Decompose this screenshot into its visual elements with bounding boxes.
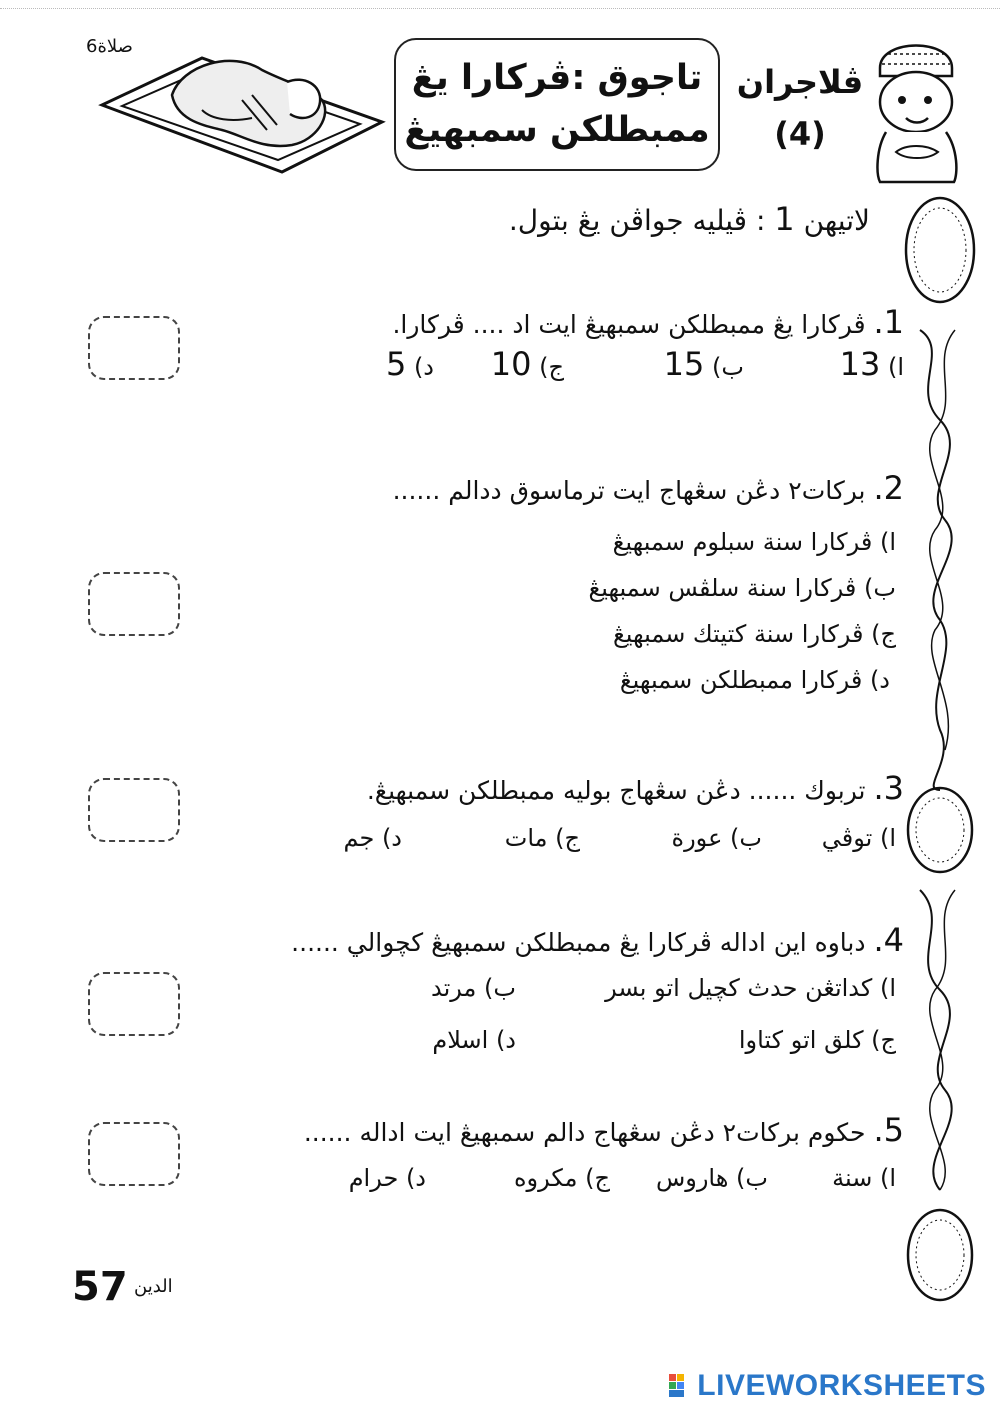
corner-label: صلاة6: [86, 36, 133, 57]
title-line-1: تاجوق :ڤركارا يڠ: [411, 58, 703, 98]
option-a: ا) سنة: [832, 1164, 896, 1192]
answer-box-3[interactable]: [88, 778, 180, 842]
answer-box-5[interactable]: [88, 1122, 180, 1186]
prayer-mat-illustration: [92, 40, 392, 180]
option-d: د) حرام: [348, 1164, 426, 1192]
section-label: [509, 200, 870, 238]
option-c: ج) مات: [504, 824, 580, 852]
question-number: 5.: [873, 1111, 904, 1149]
q2-option-d: د) ڤركارا ممبطلكن سمبهيڠ: [619, 666, 890, 694]
subject-label: الدين: [134, 1276, 173, 1297]
question-number: 2.: [873, 469, 904, 507]
title-line-2: ممبطلكن سمبهيڠ: [404, 110, 710, 150]
section-label-word: لاتيهن: [803, 204, 870, 237]
question-number: 4.: [873, 921, 904, 959]
lesson-heading: [736, 56, 864, 160]
q2-option-b: ب) ڤركارا سنة سلڤس سمبهيڠ: [588, 574, 896, 602]
lesson-title: ڤلاجران: [736, 63, 864, 101]
q2-option-c: ج) ڤركارا سنة كتيتك سمبهيڠ: [613, 620, 896, 648]
question-2: [393, 460, 904, 519]
option-d: د) جم: [343, 824, 402, 852]
option-d: د) 5: [385, 345, 434, 383]
option-b: ب) عورة: [671, 824, 762, 852]
option-c: ج) كلق اتو كتاوا: [738, 1026, 896, 1054]
option-d: د) اسلام: [432, 1026, 516, 1054]
section-label-number: 1: [774, 200, 795, 238]
title-box: [394, 38, 720, 171]
question-text: حكوم بركات٢ دڠن سڠهاج دالم سمبهيڠ ايت اداله ......: [303, 1118, 866, 1147]
option-c: ج) مكروه: [513, 1164, 610, 1192]
option-a: ا) 13: [839, 345, 904, 383]
page-number: 57: [72, 1264, 128, 1310]
liveworksheets-logo[interactable]: [669, 1369, 986, 1403]
question-number: 1.: [873, 303, 904, 341]
liveworksheets-logo-icon: [669, 1374, 693, 1398]
option-a: ا) توڤي: [821, 824, 896, 852]
question-number: 3.: [873, 769, 904, 807]
question-text: بركات٢ دڠن سڠهاج ايت ترماسوق ددالم ......: [392, 476, 866, 505]
option-b: ب) مرتد: [431, 974, 516, 1002]
question-text: دباوه اين اداله ڤركارا يڠ ممبطلكن سمبهيڠ كچوالي ......: [291, 928, 866, 957]
question-text: تربوك ...... دڠن سڠهاج بوليه ممبطلكن سمبهيڠ.: [366, 776, 866, 805]
calligraphy-border: [900, 190, 980, 1330]
lesson-number: (4): [774, 115, 826, 153]
option-a: ا) كداتڠن حدث كچيل اتو بسر: [605, 974, 896, 1002]
logo-text: LIVEWORKSHEETS: [697, 1369, 986, 1402]
answer-box-2[interactable]: [88, 572, 180, 636]
section-instruction: : ڤيليه جواڤن يڠ بتول.: [508, 204, 766, 237]
answer-box-4[interactable]: [88, 972, 180, 1036]
answer-box-1[interactable]: [88, 316, 180, 380]
option-c: ج) 10: [490, 345, 564, 383]
question-text: ڤركارا يڠ ممبطلكن سمبهيڠ ايت اد .... ڤركارا.: [392, 310, 866, 339]
q2-option-a: ا) ڤركارا سنة سبلوم سمبهيڠ: [612, 528, 896, 556]
boy-illustration: [866, 24, 966, 184]
option-b: ب) هاروس: [655, 1164, 768, 1192]
top-dotted-rule: [0, 8, 1000, 9]
question-1: [392, 294, 904, 353]
option-b: ب) 15: [663, 345, 744, 383]
